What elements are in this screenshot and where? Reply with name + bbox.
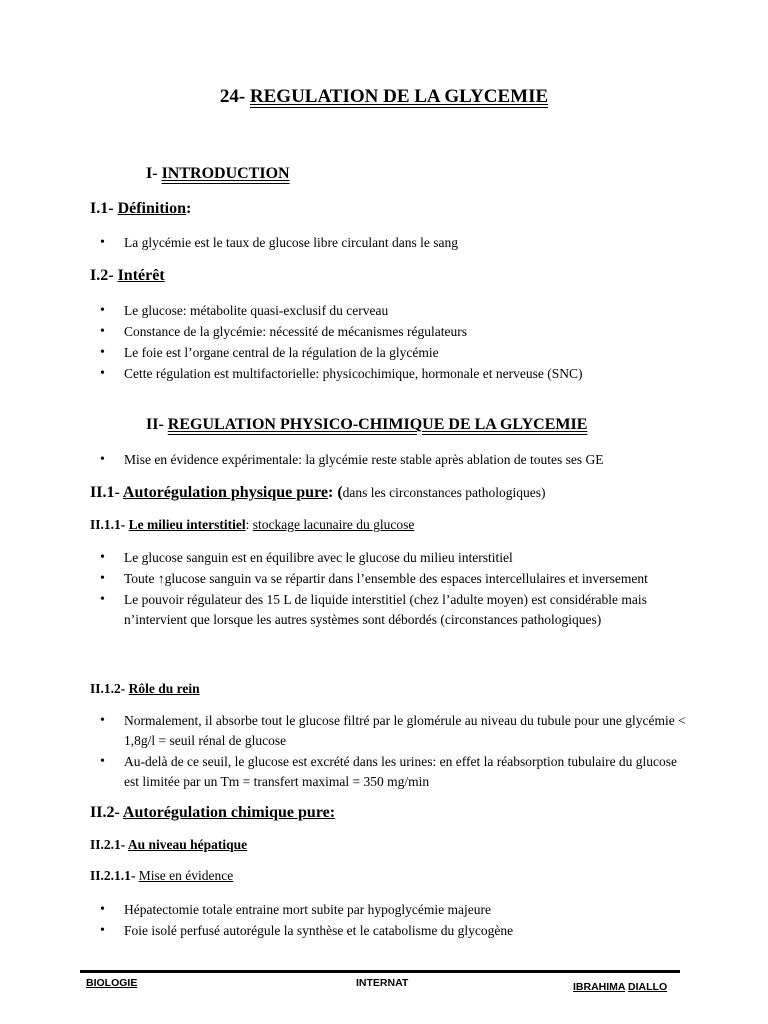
subsubsection-heading-role-du-rein bbox=[90, 681, 200, 697]
title-text: REGULATION DE LA GLYCEMIE bbox=[249, 86, 549, 107]
subsection-heading-autoregulation-physique bbox=[90, 484, 545, 502]
list-item: • Le glucose sanguin est en équilibre avec le glucose du milieu interstitiel bbox=[100, 548, 690, 568]
section-heading-physico-chimique bbox=[146, 416, 587, 434]
subsection-number: II.1- bbox=[90, 484, 123, 501]
list-item: • La glycémie est le taux de glucose libre circulant dans le sang bbox=[100, 233, 690, 253]
list-item: • Au-delà de ce seuil, le glucose est excrété dans les urines: en effet la réabsorption tubulaire du glucose est limitée par un Tm = transfert maximal = 350 mg/min bbox=[100, 752, 690, 792]
subsection-title: Autorégulation chimique pure: bbox=[122, 804, 336, 821]
footer-author-last: DIALLO bbox=[628, 981, 668, 993]
subsection-heading-autoregulation-chimique bbox=[90, 804, 335, 822]
subsection-number: I.2- bbox=[90, 267, 118, 284]
footer-center: INTERNAT bbox=[356, 977, 409, 989]
list-item: • Normalement, il absorbe tout le glucose filtré par le glomérule au niveau du tubule pour une glycémie < 1,8g/l = seuil rénal de glucose bbox=[100, 711, 690, 751]
subsection-suffix: : ( bbox=[327, 484, 343, 501]
list-item: • Foie isolé perfusé autorégule la synthèse et le catabolisme du glycogène bbox=[100, 921, 690, 941]
subsubsection-title: Le milieu interstitiel bbox=[128, 517, 246, 532]
definition-list bbox=[100, 233, 690, 254]
footer-divider bbox=[80, 970, 680, 973]
mise-en-evidence-list bbox=[100, 900, 690, 942]
subsubsection-number: II.1.1- bbox=[90, 517, 129, 532]
subsubsection-heading-milieu-interstitiel bbox=[90, 517, 414, 533]
subsubsection-title: Mise en évidence bbox=[138, 868, 234, 883]
section-title: REGULATION PHYSICO-CHIMIQUE DE LA GLYCEMIE bbox=[167, 416, 588, 433]
footer-left: BIOLOGIE bbox=[86, 977, 138, 989]
subsubsection-subtitle: stockage lacunaire du glucose bbox=[252, 517, 415, 532]
subsection-heading-definition bbox=[90, 200, 191, 218]
subsubsection-heading-niveau-hepatique bbox=[90, 837, 247, 853]
subsection-suffix: : bbox=[186, 200, 192, 217]
footer-author-first: IBRAHIMA bbox=[573, 981, 626, 993]
title-number: 24- bbox=[219, 86, 250, 107]
list-item: • Le foie est l’organe central de la régulation de la glycémie bbox=[100, 343, 690, 363]
subsubsection-number: II.1.2- bbox=[90, 681, 129, 696]
list-item: • Mise en évidence expérimentale: la glycémie reste stable après ablation de toutes ses GE bbox=[100, 450, 690, 470]
subsubsection-number: II.2.1.1- bbox=[90, 868, 139, 883]
subsection-number: I.1- bbox=[90, 200, 118, 217]
subsubsection-heading-mise-en-evidence bbox=[90, 868, 233, 884]
subsubsection-title: Rôle du rein bbox=[128, 681, 200, 696]
section-title: INTRODUCTION bbox=[161, 165, 290, 182]
list-item: • Le pouvoir régulateur des 15 L de liquide interstitiel (chez l’adulte moyen) est considérable mais n’intervient que lorsque les autres systèmes sont débordés (circonstances pathologiques) bbox=[100, 590, 690, 630]
subsection-number: II.2- bbox=[90, 804, 123, 821]
list-item: • Constance de la glycémie: nécessité de mécanismes régulateurs bbox=[100, 322, 690, 342]
subsubsection-title: Au niveau hépatique bbox=[127, 837, 248, 852]
list-item: • Cette régulation est multifactorielle: physicochimique, hormonale et nerveuse (SNC) bbox=[100, 364, 690, 384]
section-heading-introduction bbox=[146, 165, 290, 183]
subsubsection-number: II.2.1- bbox=[90, 837, 128, 852]
physico-chimique-list bbox=[100, 450, 690, 471]
section-number: I- bbox=[146, 165, 162, 182]
milieu-interstitiel-list bbox=[100, 548, 690, 631]
page-title bbox=[0, 86, 768, 108]
role-du-rein-list bbox=[100, 711, 690, 793]
list-item: • Hépatectomie totale entraine mort subite par hypoglycémie majeure bbox=[100, 900, 690, 920]
subsubsection-suffix: : bbox=[245, 517, 253, 532]
subsection-note: dans les circonstances pathologiques) bbox=[342, 485, 546, 500]
footer-right bbox=[573, 981, 667, 993]
interet-list bbox=[100, 301, 690, 385]
subsection-title: Définition bbox=[117, 200, 187, 217]
subsection-title: Autorégulation physique pure bbox=[122, 484, 328, 501]
list-item: • Le glucose: métabolite quasi-exclusif du cerveau bbox=[100, 301, 690, 321]
subsection-heading-interet bbox=[90, 267, 165, 285]
subsection-title: Intérêt bbox=[117, 267, 165, 284]
list-item: • Toute ↑glucose sanguin va se répartir dans l’ensemble des espaces intercellulaires et inversement bbox=[100, 569, 690, 589]
section-number: II- bbox=[146, 416, 168, 433]
